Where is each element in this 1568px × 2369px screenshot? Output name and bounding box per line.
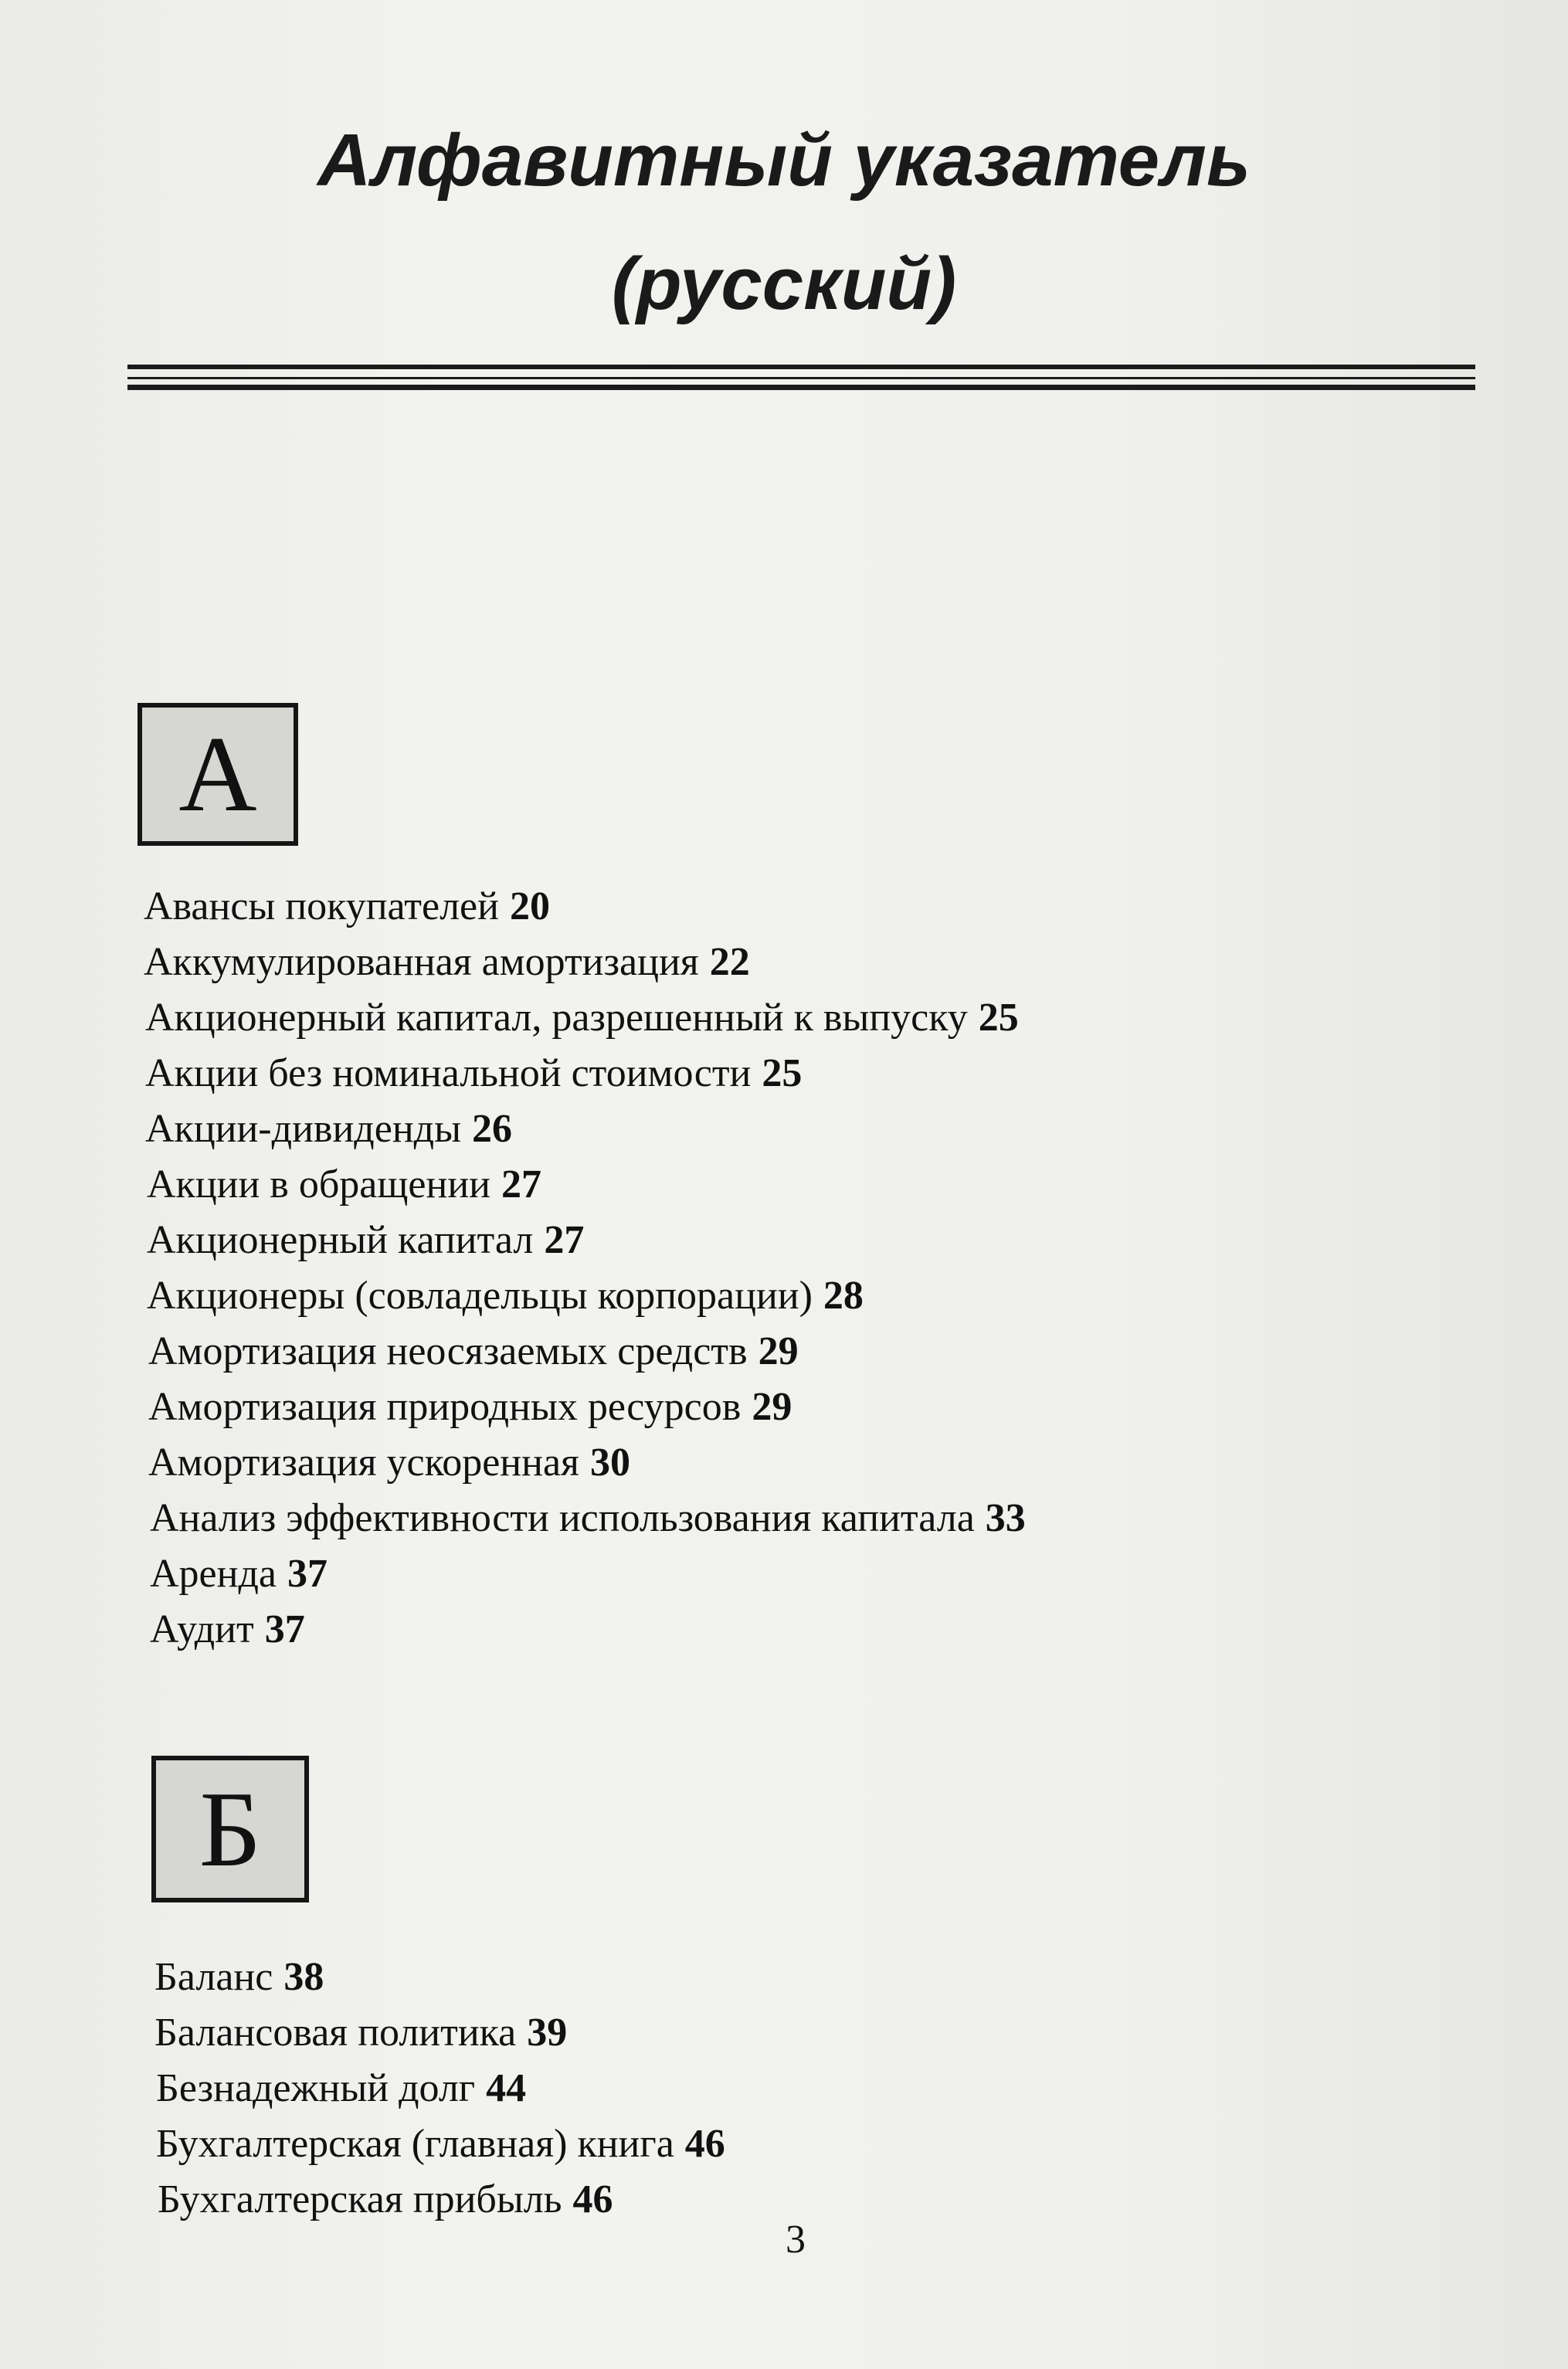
index-page: 44	[486, 2066, 527, 2110]
title-rule-bottom	[127, 385, 1475, 390]
index-term: Акционерный капитал	[147, 1218, 534, 1262]
title-rule-middle	[127, 377, 1475, 379]
section-letter-b: Б	[151, 1756, 309, 1902]
index-entry	[148, 1387, 792, 1427]
section-letter-a: А	[137, 703, 298, 846]
index-entry	[148, 1443, 630, 1483]
index-page: 27	[501, 1162, 541, 1207]
index-page: 39	[527, 2011, 568, 2055]
index-entry	[154, 1957, 324, 1997]
index-term: Акции без номинальной стоимости	[145, 1051, 752, 1095]
index-page: 25	[978, 996, 1019, 1040]
index-term: Амортизация неосязаемых средств	[148, 1329, 748, 1373]
index-page: 30	[589, 1441, 630, 1485]
index-term: Баланс	[154, 1955, 273, 1999]
index-term: Балансовая политика	[154, 2011, 517, 2055]
index-term: Авансы покупателей	[144, 884, 499, 928]
index-term: Акции в обращении	[147, 1162, 490, 1207]
index-term: Бухгалтерская (главная) книга	[156, 2122, 674, 2166]
index-entry	[156, 2066, 527, 2110]
index-page: 33	[985, 1496, 1026, 1540]
page-subtitle: (русский)	[611, 243, 957, 325]
index-page: 28	[823, 1274, 864, 1318]
index-entry	[147, 1162, 541, 1207]
index-page: 37	[264, 1607, 305, 1651]
index-term: Аудит	[150, 1607, 254, 1651]
index-page: 37	[287, 1552, 328, 1596]
index-page: 22	[709, 940, 750, 984]
page-title: Алфавитный указатель	[317, 119, 1251, 202]
index-term: Аренда	[150, 1552, 277, 1596]
index-term: Акционерный капитал, разрешенный к выпуску	[145, 996, 968, 1040]
index-page: 27	[544, 1218, 585, 1262]
index-entry	[158, 2177, 613, 2221]
index-entry	[144, 942, 750, 983]
index-entry	[156, 2124, 725, 2164]
index-page: 20	[509, 884, 550, 928]
index-entry	[150, 1554, 328, 1594]
index-page: 25	[762, 1051, 803, 1095]
index-entry	[144, 884, 550, 928]
index-entry	[150, 1607, 305, 1651]
index-term: Акционеры (совладельцы корпорации)	[147, 1274, 813, 1318]
index-term: Амортизация природных ресурсов	[148, 1385, 742, 1429]
index-entry	[145, 1109, 512, 1149]
index-entry	[154, 2013, 567, 2053]
index-term: Анализ эффективности использования капитала	[150, 1496, 975, 1540]
index-entry	[145, 998, 1019, 1038]
page-number: 3	[786, 2218, 806, 2262]
index-page: 29	[758, 1329, 799, 1373]
index-page: 29	[752, 1385, 792, 1429]
index-entry	[145, 1051, 803, 1095]
index-entry	[147, 1220, 584, 1261]
index-term: Аккумулированная амортизация	[144, 940, 699, 984]
index-term: Бухгалтерская прибыль	[158, 2177, 562, 2221]
index-page: 46	[684, 2122, 725, 2166]
index-term: Акции-дивиденды	[145, 1107, 462, 1151]
index-term: Безнадежный долг	[156, 2066, 476, 2110]
index-term: Амортизация ускоренная	[148, 1441, 579, 1485]
index-entry	[147, 1276, 864, 1316]
index-page: 26	[472, 1107, 513, 1151]
index-entry	[150, 1498, 1026, 1539]
index-page: 38	[283, 1955, 324, 1999]
index-entry	[148, 1329, 799, 1373]
index-page: 46	[572, 2177, 613, 2221]
title-rule-top	[127, 365, 1475, 369]
